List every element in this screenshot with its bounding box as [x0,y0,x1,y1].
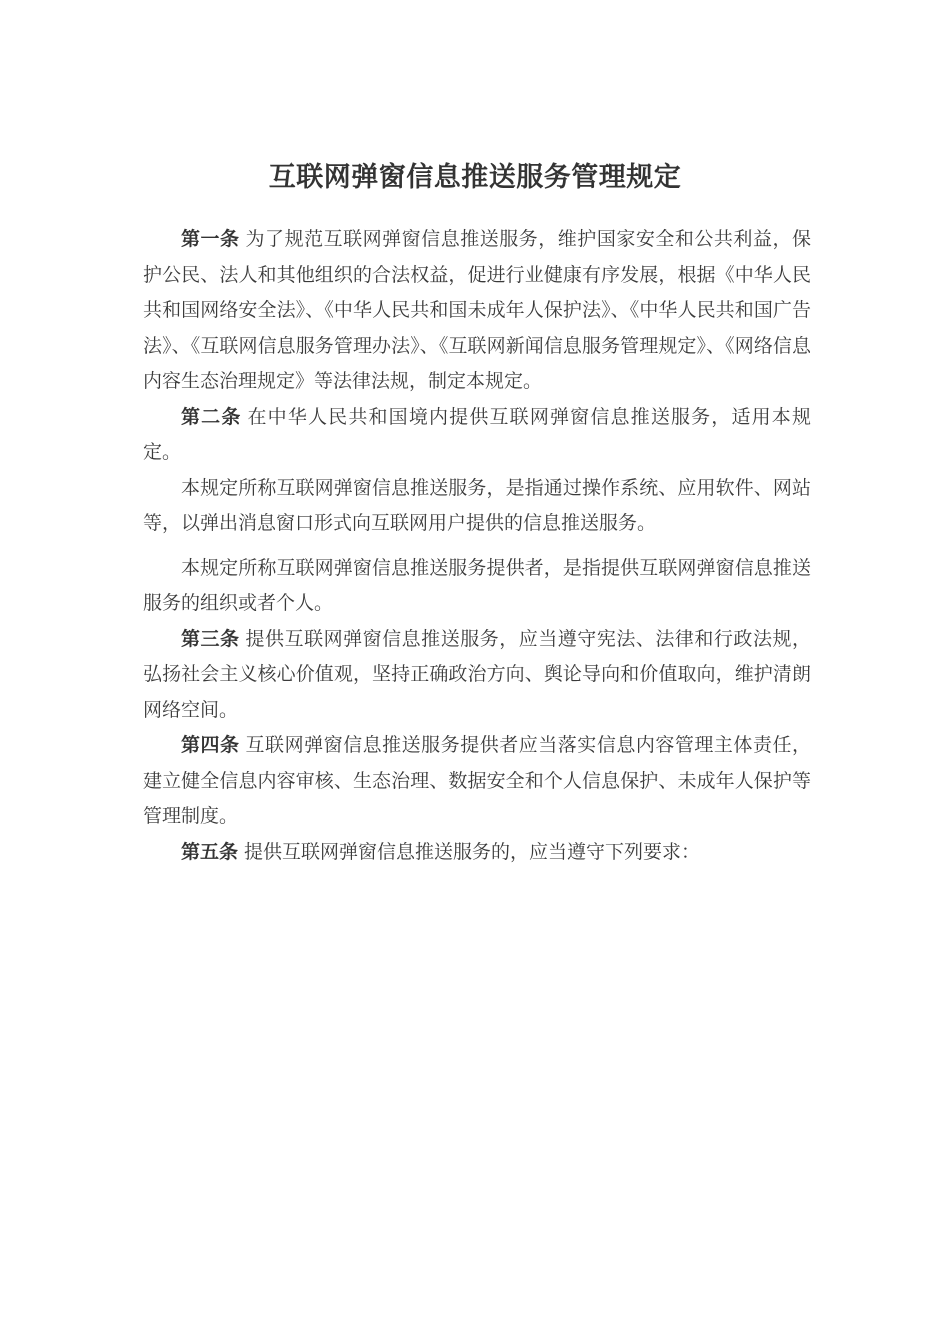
article-3-label: 第三条 [181,627,240,650]
article-2-clause-2-text: 本规定所称互联网弹窗信息推送服务提供者，是指提供互联网弹窗信息推送服务的组织或者个人。 [143,556,811,614]
article-4-paragraph [143,728,811,835]
article-3-paragraph [143,622,811,729]
article-1-text: 为了规范互联网弹窗信息推送服务，维护国家安全和公共利益，保护公民、法人和其他组织的合法权益，促进行业健康有序发展，根据《中华人民共和国网络安全法》、《中华人民共和国未成年人保护法》、《中华人民共和国广告法》、《互联网信息服务管理办法》、《互联网新闻信息服务管理规定》、《网络信息内容生态治理规定》等法律法规，制定本规定。 [143,228,811,392]
document-title: 互联网弹窗信息推送服务管理规定 [268,162,682,193]
article-2-clause-1-text: 本规定所称互联网弹窗信息推送服务，是指通过操作系统、应用软件、网站等，以弹出消息窗口形式向互联网用户提供的信息推送服务。 [143,476,811,534]
article-1-label: 第一条 [181,228,240,250]
article-2-text: 在中华人民共和国境内提供互联网弹窗信息推送服务，适用本规定。 [143,405,811,463]
article-2-clause-1-paragraph [143,471,811,542]
article-1-paragraph [143,222,811,400]
article-5-paragraph [143,835,811,871]
article-5-text: 提供互联网弹窗信息推送服务的，应当遵守下列要求： [244,840,701,863]
article-4-label: 第四条 [181,734,240,756]
article-2-paragraph [143,400,811,471]
article-5-label: 第五条 [181,840,239,863]
article-3-text: 提供互联网弹窗信息推送服务，应当遵守宪法、法律和行政法规，弘扬社会主义核心价值观，坚持正确政治方向、舆论导向和价值取向，维护清朗网络空间。 [143,627,811,721]
article-4-text: 互联网弹窗信息推送服务提供者应当落实信息内容管理主体责任，建立健全信息内容审核、生态治理、数据安全和个人信息保护、未成年人保护等管理制度。 [143,734,811,827]
article-2-clause-2-paragraph [143,551,811,622]
document-body [143,222,811,870]
article-2-label: 第二条 [181,405,242,428]
